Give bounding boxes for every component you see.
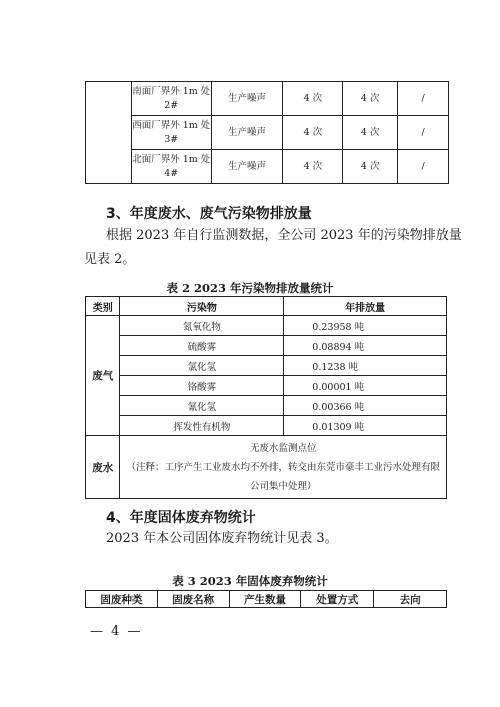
- location-cell: 西面厂界外 1m 处 3#: [131, 116, 211, 150]
- table-row: [86, 356, 447, 376]
- count-cell: 4 次: [343, 82, 398, 116]
- noise-monitoring-table: [85, 81, 449, 184]
- table-header-row: [86, 297, 447, 316]
- table-3-title: 表 3 2023 年固体废弃物统计: [172, 574, 328, 588]
- table-row: [86, 436, 447, 499]
- slash-cell: /: [398, 116, 449, 150]
- pollutant-cell: 氮氧化物: [120, 316, 284, 336]
- header-waste-name: 固废名称: [157, 591, 229, 608]
- location-cell: 北面厂界外 1m 处 4#: [131, 150, 211, 184]
- count-cell: 4 次: [343, 150, 398, 184]
- header-annual: 年排放量: [284, 297, 447, 316]
- noise-type-cell: 生产噪声: [211, 150, 283, 184]
- pollutant-cell: 挥发性有机物: [120, 416, 284, 436]
- water-note-line1: 无废水监测点位: [249, 442, 317, 454]
- pollutant-cell: 铬酸雾: [120, 376, 284, 396]
- section-4-heading: 4、年度固体废弃物统计: [106, 510, 256, 526]
- section-4-paragraph: 2023 年本公司固体废弃物统计见表 3。: [106, 531, 338, 546]
- section-3-heading: 3、年度废水、废气污染物排放量: [106, 206, 312, 222]
- header-destination: 去向: [374, 591, 447, 608]
- value-cell: 0.08894 吨: [284, 336, 447, 356]
- header-waste-type: 固废种类: [86, 591, 158, 608]
- noise-type-cell: 生产噪声: [211, 116, 283, 150]
- location-cell: 南面厂界外 1m 处 2#: [131, 82, 211, 116]
- merged-blank-cell: [86, 82, 132, 184]
- table-row: [86, 82, 449, 116]
- slash-cell: /: [398, 82, 449, 116]
- table-row: [86, 336, 447, 356]
- category-gas: 废气: [86, 316, 120, 436]
- water-note-line3: 公司集中处理）: [249, 480, 317, 492]
- table-row: [86, 150, 449, 184]
- noise-type-cell: 生产噪声: [211, 82, 283, 116]
- value-cell: 0.00366 吨: [284, 396, 447, 416]
- count-cell: 4 次: [283, 150, 343, 184]
- slash-cell: /: [398, 150, 449, 184]
- solid-waste-table: [85, 590, 447, 608]
- section-3-paragraph-line2: 见表 2。: [84, 252, 136, 267]
- table-row: [86, 416, 447, 436]
- pollutant-cell: 硫酸雾: [120, 336, 284, 356]
- section-3-paragraph-line1: 根据 2023 年自行监测数据，全公司 2023 年的污染物排放量: [106, 228, 462, 243]
- water-note-line2: （注释：工序产生工业废水均不外排，转交由东莞市豪丰工业污水处理有限: [126, 461, 440, 473]
- count-cell: 4 次: [343, 116, 398, 150]
- table-row: [86, 316, 447, 336]
- value-cell: 0.23958 吨: [284, 316, 447, 336]
- header-pollutant: 污染物: [120, 297, 284, 316]
- pollutant-emission-table: [85, 296, 447, 499]
- value-cell: 0.00001 吨: [284, 376, 447, 396]
- table-row: [86, 376, 447, 396]
- table-header-row: [86, 591, 447, 608]
- value-cell: 0.1238 吨: [284, 356, 447, 376]
- category-water: 废水: [86, 436, 120, 499]
- pollutant-cell: 氯化氢: [120, 356, 284, 376]
- pollutant-cell: 氰化氢: [120, 396, 284, 416]
- table-2-title: 表 2 2023 年污染物排放量统计: [166, 281, 334, 295]
- count-cell: 4 次: [283, 82, 343, 116]
- header-disposal: 处置方式: [301, 591, 374, 608]
- value-cell: 0.01309 吨: [284, 416, 447, 436]
- table-row: [86, 116, 449, 150]
- header-quantity: 产生数量: [229, 591, 301, 608]
- header-category: 类别: [86, 297, 120, 316]
- water-note-cell: [120, 436, 447, 499]
- page-number: — 4 —: [90, 624, 143, 639]
- table-row: [86, 396, 447, 416]
- count-cell: 4 次: [283, 116, 343, 150]
